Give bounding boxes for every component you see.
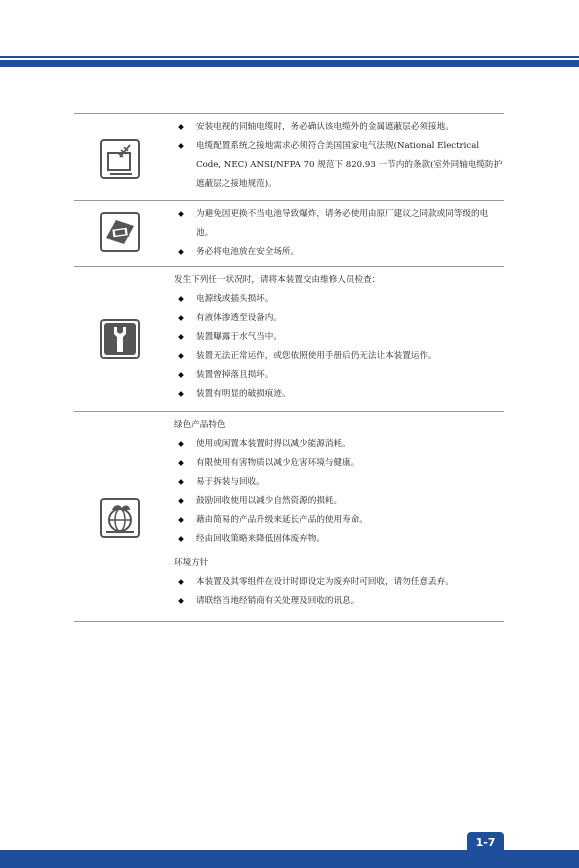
list-item: 电源线或插头损坏。 (174, 290, 504, 309)
section-divider (74, 411, 504, 412)
section-green-product (174, 416, 504, 611)
list-item: 电缆配置系统之接地需求必须符合美国国家电气法规(National Electrical Code, NEC) ANSI/NFPA 70 规范下 820.93 一节内的条款(室外同轴电缆防护遮蔽层之接地规范)。 (174, 137, 504, 194)
section-service (174, 271, 504, 404)
header-bar (0, 60, 579, 67)
section-intro: 发生下列任一状况时，请将本装置交由维修人员检查： (174, 275, 381, 285)
page-number: 1-7 (467, 832, 504, 852)
section-divider (74, 113, 504, 114)
list-item: 鼓励回收使用以减少自然资源的损耗。 (174, 492, 504, 511)
list-item: 安装电视的同轴电缆时，务必确认该电缆外的金属遮蔽层必须接地。 (174, 118, 504, 137)
section-coax-grounding (174, 118, 504, 194)
list-item: 有限使用有害物质以减少危害环境与健康。 (174, 454, 504, 473)
list-item: 务必将电池放在安全场所。 (174, 243, 504, 262)
list-item: 装置曾掉落且损坏。 (174, 366, 504, 385)
section-battery (174, 205, 504, 262)
section-divider (74, 200, 504, 201)
footer-bar (0, 850, 579, 868)
list-item: 为避免因更换不当电池导致爆炸，请务必使用由原厂建议之同款或同等级的电池。 (174, 205, 504, 243)
list-item: 有液体渗透至设备内。 (174, 309, 504, 328)
list-item: 使用或闲置本装置时得以减少能源消耗。 (174, 435, 504, 454)
list-item: 本装置及其零组件在设计时即设定为废弃时可回收，请勿任意丢弃。 (174, 573, 504, 592)
section-divider (74, 621, 504, 622)
list-item: 装置无法正常运作，或您依照使用手册后仍无法让本装置运作。 (174, 347, 504, 366)
green-globe-icon (100, 498, 140, 538)
wrench-icon (100, 319, 140, 359)
list-item: 易于拆装与回收。 (174, 473, 504, 492)
list-item: 请联络当地经销商有关处理及回收的讯息。 (174, 592, 504, 611)
section-heading: 绿色产品特色 (174, 420, 226, 430)
battery-warning-icon (100, 212, 140, 252)
list-item: 装置有明显的破损痕迹。 (174, 385, 504, 404)
list-item: 藉由简易的产品升级来延长产品的使用寿命。 (174, 511, 504, 530)
list-item: 经由回收策略来降低固体废弃物。 (174, 530, 504, 549)
header-rule (0, 56, 579, 58)
list-item: 装置曝露于水气当中。 (174, 328, 504, 347)
tv-antenna-icon (100, 139, 140, 179)
section-heading: 环境方针 (174, 558, 209, 568)
section-divider (74, 266, 504, 267)
